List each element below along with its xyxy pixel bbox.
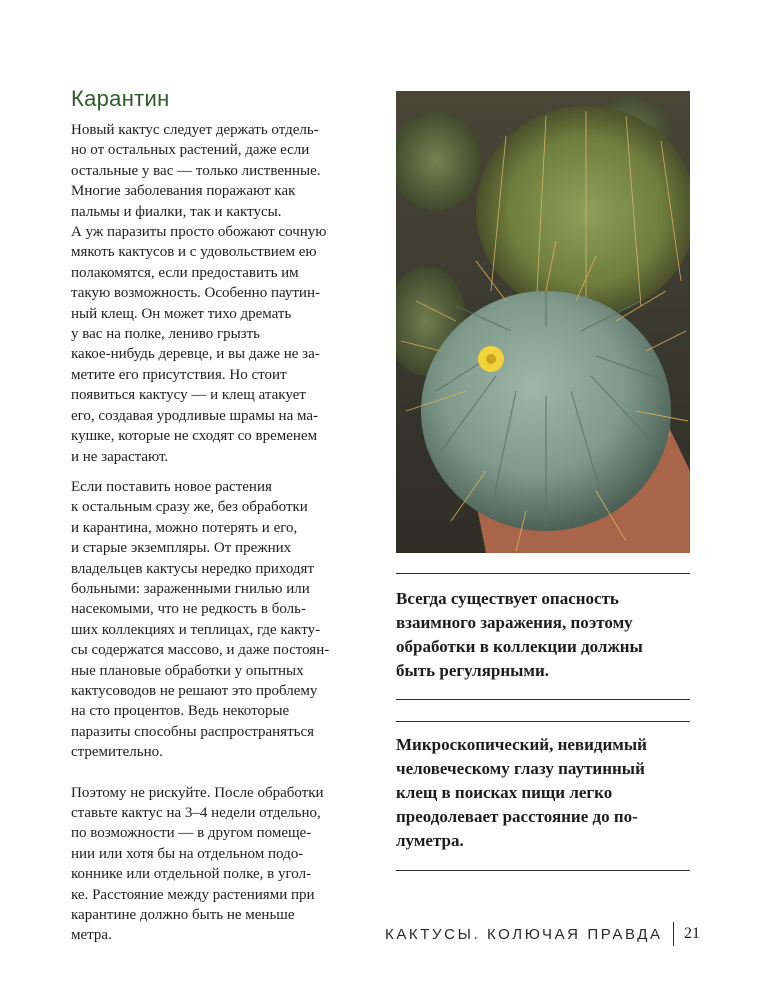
paragraph: Новый кактус следует держать отдель- но от остальных растений, даже если остальные у вас — только лиственные. Многие заболевания поражают как пальмы и фиалки, так и кактусы. А уж паразиты просто обожают сочную мякоть кактусов и с удовольствием ею полакомятся, если предоставить им такую возможность. Особенно паутин- ный клещ. Он может тихо дремать у вас на полке, лениво грызть какое-нибудь деревце, и вы даже не за- метите его присутствия. Но стоит появиться кактусу — и клещ атакует его, создавая уродливые шрамы на ма- кушке, которые не сходят со временем и не зарастают. <box>71 122 327 465</box>
cactus-photo-illustration <box>396 91 690 553</box>
quote-text: Всегда существует опасность взаимного заражения, поэтому обработки в коллекции должны быть регулярными. <box>396 589 643 680</box>
body-text-column <box>71 120 371 956</box>
running-title: КАКТУСЫ. КОЛЮЧАЯ ПРАВДА <box>384 925 663 943</box>
cactus-photo <box>396 91 690 553</box>
quote-bottom-rule <box>396 699 690 700</box>
page-number: 21 <box>684 925 700 942</box>
quote-bottom-rule <box>396 870 690 871</box>
quote-text: Микроскопический, невидимый человеческому глазу паутинный клещ в поисках пищи легко преодолевает расстояние до по- луметра. <box>396 735 647 850</box>
pull-quote <box>396 573 690 700</box>
section-heading: Карантин <box>71 86 170 111</box>
paragraph: Поэтому не рискуйте. После обработки ставьте кактус на 3–4 недели отдельно, по возможности — в другом помеще- нии или хотя бы на отдельном подо- коннике или отдельной полке, в угол- ке. Расстояние между растениями при карантине должно быть не меньше метра. <box>71 784 324 944</box>
pull-quote <box>396 721 690 871</box>
footer-divider <box>673 922 674 946</box>
paragraph: Если поставить новое растения к остальным сразу же, без обработки и карантина, можно потерять и его, и старые экземпляры. От прежних владельцев кактусы нередко приходят больными: зараженными гнилью или насекомыми, что не редкость в боль- ших коллекциях и теплицах, где какту- сы содержатся массово, и даже постоян- ные плановые обработки у опытных кактусоводов не решают это проблему на сто процентов. Ведь некоторые паразиты способны распространяться стремительно. <box>71 478 330 761</box>
page-footer <box>385 920 700 948</box>
